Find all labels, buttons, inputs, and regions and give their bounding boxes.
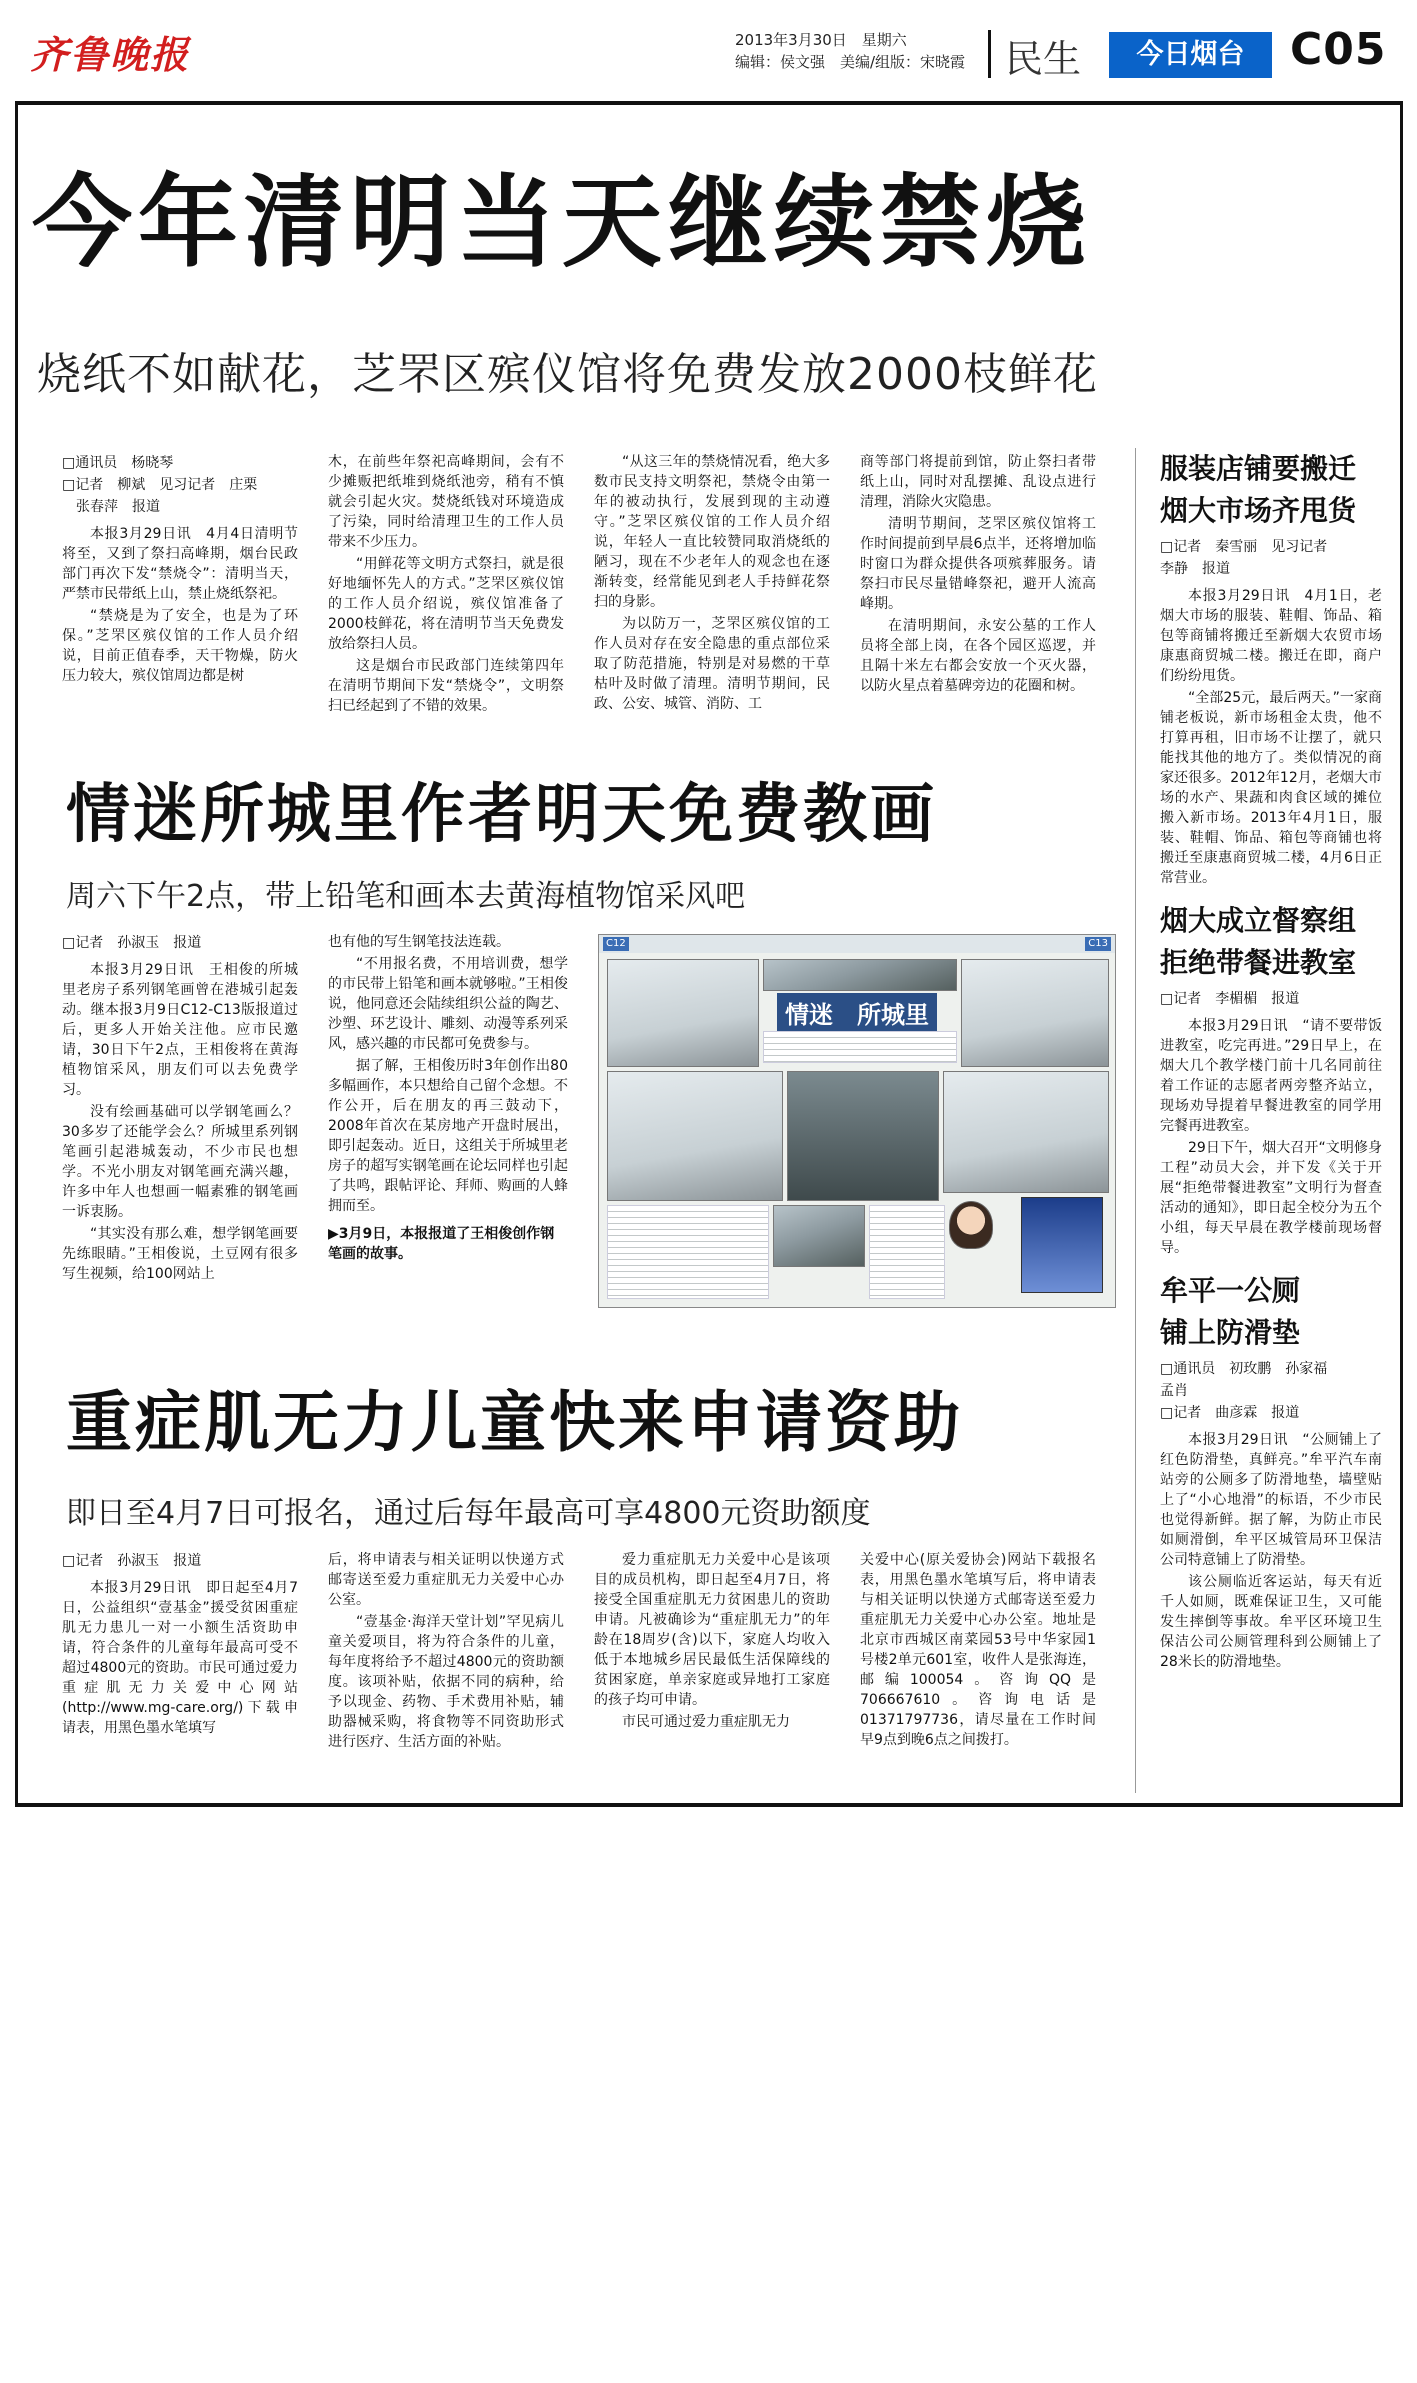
story3-headline: 重症肌无力儿童快来申请资助 — [66, 1384, 963, 1461]
brief1-title: 烟大市场齐甩货 — [1160, 494, 1357, 527]
story2-newspaper-photo — [598, 934, 1116, 1308]
brief3-byline: □记者 曲彦霖 报道 — [1160, 1405, 1300, 1421]
story3-column-1 — [62, 1550, 298, 1800]
story2-paragraph: 没有绘画基础可以学钢笔画么？30多岁了还能学会么？所城里系列钢笔画引起港城轰动，不少市民也想学。不光小朋友对钢笔画充满兴趣，许多中年人也想画一幅素雅的钢笔画一诉衷肠。 — [62, 1104, 298, 1220]
story2-column-2 — [328, 932, 568, 1322]
editor-credits: 编辑：侯文强 美编/组版：宋晓霞 — [735, 53, 966, 71]
story1-byline: 张春萍 报道 — [62, 499, 160, 515]
page-number: C05 — [1290, 24, 1387, 75]
brief2-title: 拒绝带餐进教室 — [1160, 946, 1357, 979]
story1-column-2 — [328, 452, 564, 752]
frame-left-border — [15, 101, 18, 1806]
story3-byline: □记者 孙淑玉 报道 — [62, 1553, 202, 1569]
brief3-title: 牟平一公厕 — [1160, 1274, 1301, 1307]
photo-headline: 情迷 所城里 — [777, 993, 937, 1032]
story1-paragraph: 在清明期间，永安公墓的工作人员将全部上岗，在各个园区巡逻，并且隔十米左右都会安放一个灭火器，以防火星点着墓碑旁边的花圈和树。 — [860, 618, 1096, 694]
brief2-byline: □记者 李楣楣 报道 — [1160, 991, 1300, 1007]
story3-paragraph: 本报3月29日讯 即日起至4月7日，公益组织“壹基金”援受贫困重症肌无力患儿一对一小额生活资助申请，符合条件的儿童每年最高可受不超过4800元的资助。市民可通过爱力重症肌无力关爱中心网站(http://www.mg-care.org/)下载申请表，用黑色墨水笔填写 — [62, 1580, 298, 1736]
brief2-paragraph: 29日下午，烟大召开“文明修身工程”动员大会，并下发《关于开展“拒绝带餐进教室”文明行为督查活动的通知》，即日起全校分为五个小组，每天早晨在教学楼前现场督导。 — [1160, 1140, 1382, 1256]
sidebar-divider — [1135, 448, 1136, 1793]
story3-subhead: 即日至4月7日可报名，通过后每年最高可享4800元资助额度 — [66, 1496, 871, 1531]
photo-page-strip — [599, 935, 1115, 953]
photo-right-page-badge: C13 — [1085, 937, 1111, 951]
sidebar-briefs — [1160, 448, 1382, 1798]
section-name: 民生 — [1005, 37, 1082, 81]
brief1-paragraph: 本报3月29日讯 4月1日，老烟大市场的服装、鞋帽、饰品、箱包等商铺将搬迁至新烟大农贸市场康惠商贸城二楼。搬迁在即，商户们纷纷甩货。 — [1160, 588, 1382, 684]
brief3-paragraph: 本报3月29日讯 “公厕铺上了红色防滑垫，真鲜亮。”牟平汽车南站旁的公厕多了防滑地垫，墙壁贴上了“小心地滑”的标语，不少市民也觉得新鲜。据了解，为防止市民如厕滑倒，牟平区城管局环卫保洁公司特意铺上了防滑垫。 — [1160, 1432, 1382, 1568]
brief3-byline: □通讯员 初玫鹏 孙家福 — [1160, 1361, 1328, 1377]
photo-sketch-image — [787, 1071, 939, 1201]
story1-paragraph: “用鲜花等文明方式祭扫，就是很好地缅怀先人的方式。”芝罘区殡仪馆的工作人员介绍说，殡仪馆准备了2000枝鲜花，将在清明节当天免费发放给祭扫人员。 — [328, 556, 564, 652]
photo-sketch-image — [943, 1071, 1109, 1193]
story3-paragraph: 关爱中心(原关爱协会)网站下载报名表，用黑色墨水笔填写后，将申请表与相关证明以快递方式邮寄送至爱力重症肌无力关爱中心办公室。地址是北京市西城区南菜园53号中华家园1号楼2单元601室，收件人是张海连，邮编100054。咨询QQ是706667610。咨询电话是01371797736，请尽量在工作时间早9点到晚6点之间拨打。 — [860, 1552, 1096, 1748]
story3-paragraph: 爱力重症肌无力关爱中心是该项目的成员机构，即日起至4月7日，将接受全国重症肌无力贫困患儿的资助申请。凡被确诊为“重症肌无力”的年龄在18周岁(含)以下，家庭人均收入低于本地城乡居民最低生活保障线的贫困家庭，单亲家庭或异地打工家庭的孩子均可申请。 — [594, 1552, 830, 1708]
photo-left-page-badge: C12 — [603, 937, 629, 951]
brief1-byline: □记者 秦雪丽 见习记者 — [1160, 539, 1328, 555]
story1-paragraph: “禁烧是为了安全，也是为了环保。”芝罘区殡仪馆的工作人员介绍说，目前正值春季，天干物燥，防火压力较大，殡仪馆周边都是树 — [62, 608, 298, 684]
story3-paragraph: 后，将申请表与相关证明以快递方式邮寄送至爱力重症肌无力关爱中心办公室。 — [328, 1552, 564, 1608]
photo-advertisement — [1021, 1197, 1103, 1293]
brief3-title: 铺上防滑垫 — [1160, 1316, 1301, 1349]
story1-headline: 今年清明当天继续禁烧 — [32, 164, 1092, 281]
story1-paragraph: 本报3月29日讯 4月4日清明节将至，又到了祭扫高峰期，烟台民政部门再次下发“禁烧令”：清明当天，严禁市民带纸上山，禁止烧纸祭祀。 — [62, 526, 298, 602]
story2-paragraph: 据了解，王相俊历时3年创作出80多幅画作，本只想给自己留个念想。不作公开，后在朋友的再三鼓动下，2008年首次在某房地产开盘时展出，即引起轰动。近日，这组关于所城里老房子的超写实钢笔画在论坛同样也引起了共鸣，跟帖评论、拜师、购画的人蜂拥而至。 — [328, 1058, 568, 1214]
edition-tag: 今日烟台 — [1109, 32, 1272, 78]
photo-sketch-image — [773, 1205, 865, 1267]
story3-column-2 — [328, 1550, 564, 1800]
story1-byline: □记者 柳斌 见习记者 庄栗 — [62, 477, 258, 493]
brief1-title: 服装店铺要搬迁 — [1160, 452, 1357, 485]
story1-column-3 — [594, 452, 830, 752]
brief1-paragraph: “全部25元，最后两天。”一家商铺老板说，新市场租金太贵，他不打算再租，旧市场不让摆了，就只能找其他的地方了。类似情况的商家还很多。2012年12月，老烟大市场的水产、果蔬和肉食区域的摊位搬入新市场。2013年4月1日，服装、鞋帽、饰品、箱包等商铺也将搬迁至康惠商贸城二楼，4月6日正常营业。 — [1160, 690, 1382, 886]
brief3-byline: 孟肖 — [1160, 1383, 1188, 1399]
brief2-title: 烟大成立督察组 — [1160, 904, 1357, 937]
issue-date: 2013年3月30日 星期六 — [735, 31, 907, 49]
frame-bottom-border — [15, 1803, 1403, 1807]
photo-sketch-image — [961, 959, 1109, 1067]
story2-paragraph: 本报3月29日讯 王相俊的所城里老房子系列钢笔画曾在港城引起轰动。继本报3月9日C12-C13版报道过后，更多人开始关注他。应市民邀请，30日下午2点，王相俊将在黄海植物馆采风，朋友们可以去免费学习。 — [62, 962, 298, 1098]
story1-paragraph: 清明节期间，芝罘区殡仪馆将工作时间提前到早晨6点半，还将增加临时窗口为群众提供各项殡葬服务。请祭扫市民尽量错峰祭祀，避开人流高峰期。 — [860, 516, 1096, 612]
header-separator — [988, 30, 991, 78]
story1-subhead: 烧纸不如献花，芝罘区殡仪馆将免费发放2000枝鲜花 — [37, 349, 1098, 400]
story2-byline: □记者 孙淑玉 报道 — [62, 935, 202, 951]
story2-paragraph: “其实没有那么难，想学钢笔画要先练眼睛。”王相俊说，土豆网有很多写生视频，给100网站上 — [62, 1226, 298, 1282]
photo-text-block — [607, 1205, 769, 1299]
brief2-paragraph: 本报3月29日讯 “请不要带饭进教室，吃完再进。”29日早上，在烟大几个教学楼门前十几名同前往着工作证的志愿者两旁整齐站立，现场劝导提着早餐进教室的同学用完餐再进教室。 — [1160, 1018, 1382, 1134]
story2-headline: 情迷所城里作者明天免费教画 — [66, 778, 937, 852]
top-rule — [15, 101, 1403, 105]
story2-photo-note: ▶3月9日，本报报道了王相俊创作钢笔画的故事。 — [328, 1226, 555, 1262]
newspaper-logo: 齐鲁晚报 — [30, 32, 191, 77]
story2-paragraph: 也有他的写生钢笔技法连载。 — [328, 934, 510, 950]
photo-sketch-image — [763, 959, 957, 991]
story3-paragraph: 市民可通过爱力重症肌无力 — [622, 1714, 790, 1730]
story1-paragraph: 商等部门将提前到馆，防止祭扫者带纸上山，同时对乱摆摊、乱设点进行清理，消除火灾隐患。 — [860, 454, 1096, 510]
story1-column-4 — [860, 452, 1096, 752]
brief1-byline: 李静 报道 — [1160, 561, 1230, 577]
story1-byline: □通讯员 杨晓琴 — [62, 455, 174, 471]
photo-sketch-image — [607, 1071, 783, 1201]
photo-sketch-image — [607, 959, 759, 1067]
story2-column-1 — [62, 932, 298, 1322]
story1-column-1 — [62, 452, 298, 752]
story2-paragraph: “不用报名费，不用培训费，想学的市民带上铅笔和画本就够啦。”王相俊说，他同意还会陆续组织公益的陶艺、沙塑、环艺设计、雕刻、动漫等系列采风，感兴趣的市民都可免费参与。 — [328, 956, 568, 1052]
story1-paragraph: 这是烟台市民政部门连续第四年在清明节期间下发“禁烧令”，文明祭扫已经起到了不错的效果。 — [328, 658, 564, 714]
story1-paragraph: 木，在前些年祭祀高峰期间，会有不少摊贩把纸堆到烧纸池旁，稍有不慎就会引起火灾。焚烧纸钱对环境造成了污染，同时给清理卫生的工作人员带来不少压力。 — [328, 454, 564, 550]
story3-column-3 — [594, 1550, 830, 1800]
photo-text-block — [869, 1205, 945, 1299]
story2-subhead: 周六下午2点，带上铅笔和画本去黄海植物馆采风吧 — [66, 879, 746, 914]
photo-text-block — [763, 1031, 957, 1063]
brief3-paragraph: 该公厕临近客运站，每天有近千人如厕，既难保证卫生，又可能发生摔倒等事故。牟平区环境卫生保洁公司公厕管理科到公厕铺上了28米长的防滑地垫。 — [1160, 1574, 1382, 1670]
frame-right-border — [1400, 101, 1403, 1806]
photo-author-portrait — [949, 1201, 993, 1249]
story1-paragraph: 为以防万一，芝罘区殡仪馆的工作人员对存在安全隐患的重点部位采取了防范措施，特别是对易燃的干草枯叶及时做了清理。清明节期间，民政、公安、城管、消防、工 — [594, 616, 830, 712]
story3-column-4 — [860, 1550, 1096, 1800]
story1-paragraph: “从这三年的禁烧情况看，绝大多数市民支持文明祭祀，禁烧令由第一年的被动执行，发展到现的主动遵守。”芝罘区殡仪馆的工作人员介绍说，年轻人一直比较赞同取消烧纸的陋习，现在不少老年人的观念也在逐渐转变，经常能见到老人手持鲜花祭扫的身影。 — [594, 454, 830, 610]
story3-paragraph: “壹基金·海洋天堂计划”罕见病儿童关爱项目，将为符合条件的儿童，每年度将给予不超过4800元的资助额度。该项补贴，依据不同的病种，给予以现金、药物、手术费用补贴，辅助器械采购，将食物等不同资助形式进行医疗、生活方面的补贴。 — [328, 1614, 564, 1750]
